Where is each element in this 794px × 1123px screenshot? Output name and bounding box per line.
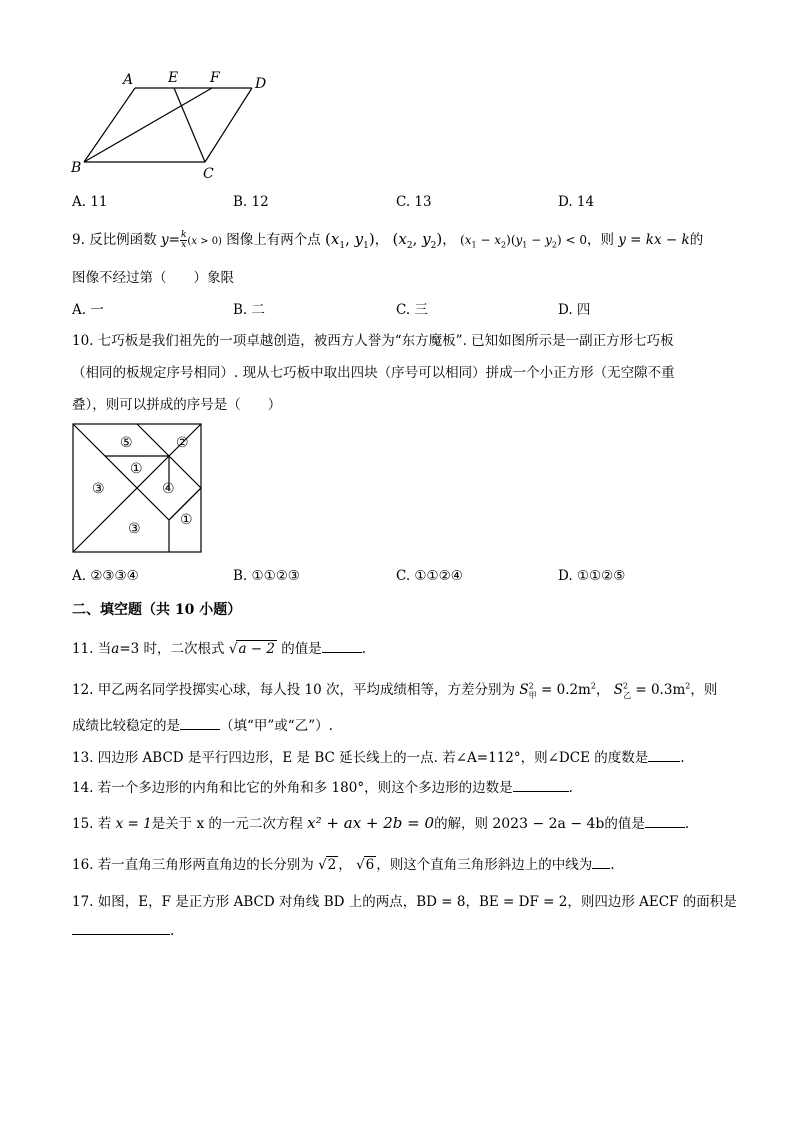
- q16-sep: ，: [338, 857, 352, 873]
- parallelogram-figure: [60, 64, 290, 184]
- q15-post: 的值是: [604, 816, 645, 832]
- label-a: A: [123, 72, 134, 88]
- tangram-label-1b: ①: [180, 512, 193, 528]
- q9-text-2: 图像上有两个点: [226, 232, 321, 248]
- q10-line2: （相同的板规定序号相同）. 现从七巧板中取出四块（序号可以相同）拼成一个小正方形（无空隙不重: [72, 365, 675, 381]
- label-d: D: [255, 76, 267, 92]
- q10-option-b: B. ①①②③: [233, 568, 300, 584]
- q16-root-2: √6: [356, 857, 375, 873]
- q9-text-4: ，: [442, 232, 456, 248]
- q14-end: .: [568, 780, 573, 796]
- q17-line1: 17. 如图，E，F 是正方形 ABCD 对角线 BD 上的两点，BD = 8，BE = DF = 2，则四边形 AECF 的面积是: [72, 894, 737, 910]
- tangram-label-3b: ③: [128, 521, 141, 537]
- label-b: B: [71, 160, 82, 176]
- q12-line2: [72, 714, 333, 734]
- q15-end: .: [684, 816, 690, 832]
- q9-option-d: D. 四: [558, 302, 591, 318]
- q12-pre: 12. 甲乙两名同学投掷实心球，每人投 10 次，平均成绩相等，方差分别为: [72, 682, 516, 698]
- q11-answer-blank[interactable]: [322, 640, 362, 653]
- q9-text-6: 的: [689, 232, 704, 248]
- q9-point-1: ($x_1$, $y_1$): [325, 230, 375, 251]
- q11-line: [72, 637, 366, 657]
- q16-radicand-1: 2: [327, 857, 337, 873]
- q15-mid: 是关于 x 的一元二次方程: [151, 816, 303, 832]
- q16-line: [72, 853, 615, 873]
- q9-line1: [72, 228, 703, 251]
- q13-answer-blank[interactable]: [648, 749, 680, 762]
- q11-var-a: a: [111, 641, 120, 657]
- q12-post: ，则: [690, 682, 718, 698]
- q9-function: y= $\frac{k}{x}$ (x > 0): [160, 230, 222, 250]
- edge-dc: [205, 88, 252, 162]
- q12-eq1-sup: 2: [590, 681, 596, 691]
- tangram-label-2: ②: [176, 435, 189, 451]
- q12-variance-2: [614, 682, 691, 698]
- q10-option-c: C. ①①②④: [396, 568, 463, 584]
- q15-equation: x² + ax + 2b = 0: [307, 814, 435, 832]
- q14-answer-blank[interactable]: [513, 779, 569, 792]
- q10-line1: 10. 七巧板是我们祖先的一项卓越创造，被西方人誉为“东方魔板”. 已知如图所示是一副正方形七巧板: [72, 333, 674, 349]
- q17-end: .: [170, 923, 175, 939]
- q17-answer-blank[interactable]: [72, 922, 170, 935]
- segment-bf: [84, 88, 212, 162]
- q10-option-d: D. ①①②⑤: [558, 568, 626, 584]
- tangram-figure: [72, 423, 204, 555]
- label-f: F: [210, 70, 220, 86]
- q11-radical: √a − 2: [228, 641, 275, 657]
- q15-mid2: 的解，则: [434, 816, 489, 832]
- q12-s1: S: [519, 682, 529, 698]
- q12-eq2-sup: 2: [685, 681, 691, 691]
- q12-s2: S: [613, 682, 623, 698]
- q13-end: .: [680, 750, 685, 766]
- q13-line: [72, 746, 685, 766]
- q9-line2: 图像不经过第（ ）象限: [72, 270, 234, 286]
- segment-ec: [174, 88, 205, 162]
- q10-line3: 叠），则可以拼成的序号是（ ）: [72, 397, 282, 413]
- q9-option-c: C. 三: [396, 302, 428, 318]
- q9-text-5: ，则: [586, 232, 614, 248]
- q12-s1-sub: 甲: [528, 690, 537, 700]
- q12-line2-pre: 成绩比较稳定的是: [72, 718, 180, 734]
- q15-cond: x = 1: [115, 816, 152, 832]
- q8-option-b: B. 12: [233, 194, 269, 210]
- tangram-label-4: ④: [162, 481, 175, 497]
- q11-mid: =3 时，二次根式: [119, 641, 225, 657]
- q12-eq1: = 0.2m: [536, 682, 591, 698]
- label-c: C: [203, 166, 214, 182]
- q12-answer-blank[interactable]: [180, 717, 220, 730]
- q12-variance-1: [519, 682, 596, 698]
- q16-pre: 16. 若一直角三角形两直角边的长分别为: [72, 857, 314, 873]
- q17-line2: [72, 922, 174, 939]
- q9-text-3: ，: [374, 232, 389, 248]
- q12-line1: [72, 678, 717, 701]
- q12-s2-sup: 2: [622, 681, 629, 691]
- q11-post: 的值是: [281, 641, 322, 657]
- q8-option-a: A. 11: [72, 194, 108, 210]
- q16-end: .: [610, 857, 615, 873]
- q14-text: 14. 若一个多边形的内角和比它的外角和多 180°，则这个多边形的边数是: [72, 780, 513, 796]
- q16-post: ，则这个直角三角形斜边上的中线为: [376, 857, 593, 873]
- q14-line: [72, 776, 573, 796]
- q10-option-a: A. ②③③④: [72, 568, 139, 584]
- tangram-label-5: ⑤: [120, 435, 133, 451]
- q11-pre: 11. 当: [72, 641, 112, 657]
- q9-option-a: A. 一: [72, 302, 104, 318]
- q9-condition: $(x_1 - x_2)(y_1 - y_2) < 0$: [460, 233, 587, 250]
- q9-option-b: B. 二: [233, 302, 266, 318]
- q12-sep: ，: [595, 682, 610, 698]
- q16-answer-blank[interactable]: [592, 856, 610, 869]
- tangram-label-3a: ③: [92, 481, 105, 497]
- q9-number: 9.: [72, 232, 85, 248]
- label-e: E: [168, 70, 179, 86]
- q12-s1-sup: 2: [528, 681, 534, 691]
- q11-end: .: [361, 641, 367, 657]
- q16-radicand-2: 6: [365, 857, 375, 873]
- q13-text: 13. 四边形 ABCD 是平行四边形，E 是 BC 延长线上的一点. 若∠A=112°，则∠DCE 的度数是: [72, 750, 649, 766]
- q9-point-2: ($x_2$, $y_2$): [392, 230, 443, 251]
- q8-option-d: D. 14: [558, 194, 595, 210]
- q15-pre: 15. 若: [72, 816, 112, 832]
- q8-option-c: C. 13: [396, 194, 432, 210]
- q12-line2-post: （填“甲”或“乙”）.: [220, 718, 333, 734]
- q11-radicand: a − 2: [238, 641, 275, 657]
- tangram-label-1a: ①: [130, 461, 143, 477]
- q16-root-1: √2: [318, 857, 337, 873]
- q15-expression: 2023 − 2a − 4b: [492, 816, 605, 832]
- q9-text-1: 反比例函数: [89, 232, 157, 248]
- q15-answer-blank[interactable]: [645, 815, 685, 828]
- q12-eq2: = 0.3m: [631, 682, 686, 698]
- q12-s2-sub: 乙: [623, 690, 632, 700]
- q15-line: [72, 812, 689, 832]
- section2-heading: 二、填空题（共 10 小题）: [72, 602, 242, 618]
- edge-ba: [84, 88, 135, 162]
- q9-line-eq: y = kx − k: [618, 232, 690, 248]
